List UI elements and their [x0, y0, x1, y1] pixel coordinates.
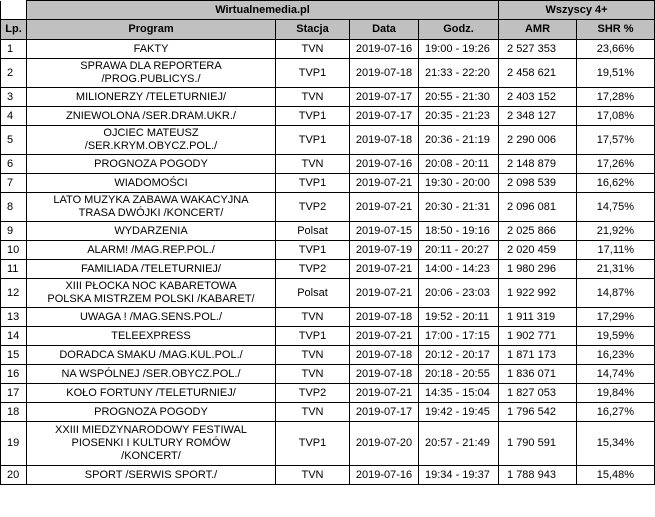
cell-data: 2019-07-17: [350, 88, 419, 107]
cell-godz: 17:00 - 17:15: [419, 327, 499, 346]
cell-data: 2019-07-21: [350, 327, 419, 346]
cell-amr: 1 790 591: [499, 422, 577, 466]
cell-stacja: TVN: [276, 466, 350, 485]
cell-lp: 5: [1, 126, 27, 155]
cell-data: 2019-07-21: [350, 384, 419, 403]
cell-shr: 15,34%: [577, 422, 655, 466]
cell-stacja: TVP2: [276, 193, 350, 222]
table-row: [1, 222, 655, 241]
cell-lp: 4: [1, 107, 27, 126]
cell-amr: 1 980 296: [499, 260, 577, 279]
table-row: [1, 241, 655, 260]
cell-lp: 11: [1, 260, 27, 279]
audience-group-header: Wszyscy 4+: [499, 1, 655, 20]
cell-lp: 20: [1, 466, 27, 485]
cell-amr: 1 922 992: [499, 279, 577, 308]
cell-data: 2019-07-18: [350, 126, 419, 155]
cell-godz: 20:12 - 20:17: [419, 346, 499, 365]
cell-godz: 21:33 - 22:20: [419, 59, 499, 88]
col-header-program: Program: [27, 20, 276, 40]
cell-shr: 17,57%: [577, 126, 655, 155]
cell-program: UWAGA ! /MAG.SENS.POL./: [27, 308, 276, 327]
cell-lp: 2: [1, 59, 27, 88]
cell-program: FAKTY: [27, 40, 276, 59]
cell-amr: 2 148 879: [499, 155, 577, 174]
col-header-data: Data: [350, 20, 419, 40]
col-header-shr: SHR %: [577, 20, 655, 40]
cell-stacja: TVP1: [276, 327, 350, 346]
table-row: [1, 260, 655, 279]
cell-stacja: TVN: [276, 403, 350, 422]
table-row: [1, 422, 655, 466]
cell-lp: 10: [1, 241, 27, 260]
cell-amr: 2 527 353: [499, 40, 577, 59]
cell-godz: 20:57 - 21:49: [419, 422, 499, 466]
cell-amr: 1 836 071: [499, 365, 577, 384]
table-row: [1, 466, 655, 485]
cell-stacja: TVP1: [276, 241, 350, 260]
cell-godz: 18:50 - 19:16: [419, 222, 499, 241]
cell-amr: 2 290 006: [499, 126, 577, 155]
cell-data: 2019-07-16: [350, 40, 419, 59]
col-header-lp: Lp.: [1, 20, 27, 40]
table-row: [1, 88, 655, 107]
cell-lp: 14: [1, 327, 27, 346]
cell-stacja: TVP1: [276, 59, 350, 88]
cell-lp: 15: [1, 346, 27, 365]
cell-data: 2019-07-17: [350, 403, 419, 422]
cell-amr: 2 025 866: [499, 222, 577, 241]
cell-godz: 19:34 - 19:37: [419, 466, 499, 485]
table-row: [1, 346, 655, 365]
cell-program: ALARM! /MAG.REP.POL./: [27, 241, 276, 260]
table-row: [1, 174, 655, 193]
cell-shr: 14,75%: [577, 193, 655, 222]
cell-shr: 14,74%: [577, 365, 655, 384]
table-row: [1, 279, 655, 308]
cell-godz: 20:18 - 20:55: [419, 365, 499, 384]
cell-shr: 21,92%: [577, 222, 655, 241]
header-row-source: [1, 1, 655, 20]
col-header-godz: Godz.: [419, 20, 499, 40]
cell-stacja: Polsat: [276, 279, 350, 308]
cell-lp: 19: [1, 422, 27, 466]
cell-amr: 1 796 542: [499, 403, 577, 422]
cell-godz: 19:00 - 19:26: [419, 40, 499, 59]
cell-data: 2019-07-18: [350, 308, 419, 327]
cell-program: DORADCA SMAKU /MAG.KUL.POL./: [27, 346, 276, 365]
cell-shr: 17,26%: [577, 155, 655, 174]
table-row: [1, 59, 655, 88]
cell-shr: 14,87%: [577, 279, 655, 308]
table-row: [1, 193, 655, 222]
cell-stacja: Polsat: [276, 222, 350, 241]
cell-data: 2019-07-18: [350, 365, 419, 384]
cell-data: 2019-07-21: [350, 260, 419, 279]
col-header-stacja: Stacja: [276, 20, 350, 40]
cell-program: LATO MUZYKA ZABAWA WAKACYJNA TRASA DWÓJKI /KONCERT/: [27, 193, 276, 222]
cell-amr: 1 902 771: [499, 327, 577, 346]
table-row: [1, 107, 655, 126]
cell-data: 2019-07-21: [350, 279, 419, 308]
cell-stacja: TVP1: [276, 174, 350, 193]
cell-stacja: TVN: [276, 346, 350, 365]
cell-lp: 1: [1, 40, 27, 59]
cell-program: KOŁO FORTUNY /TELETURNIEJ/: [27, 384, 276, 403]
cell-program: PROGNOZA POGODY: [27, 403, 276, 422]
table-row: [1, 403, 655, 422]
cell-stacja: TVN: [276, 40, 350, 59]
source-header: Wirtualnemedia.pl: [27, 1, 499, 20]
cell-shr: 17,29%: [577, 308, 655, 327]
cell-data: 2019-07-16: [350, 155, 419, 174]
cell-program: SPORT /SERWIS SPORT./: [27, 466, 276, 485]
cell-program: TELEEXPRESS: [27, 327, 276, 346]
cell-godz: 20:06 - 23:03: [419, 279, 499, 308]
cell-program: ZNIEWOLONA /SER.DRAM.UKR./: [27, 107, 276, 126]
cell-godz: 14:00 - 14:23: [419, 260, 499, 279]
cell-data: 2019-07-16: [350, 466, 419, 485]
table-row: [1, 327, 655, 346]
cell-program: NA WSPÓLNEJ /SER.OBYCZ.POL./: [27, 365, 276, 384]
cell-godz: 20:55 - 21:30: [419, 88, 499, 107]
cell-shr: 17,28%: [577, 88, 655, 107]
cell-amr: 2 348 127: [499, 107, 577, 126]
cell-program: XIII PŁOCKA NOC KABARETOWA POLSKA MISTRZEM POLSKI /KABARET/: [27, 279, 276, 308]
cell-shr: 15,48%: [577, 466, 655, 485]
cell-shr: 16,27%: [577, 403, 655, 422]
col-header-amr: AMR: [499, 20, 577, 40]
cell-amr: 2 458 621: [499, 59, 577, 88]
cell-amr: 2 020 459: [499, 241, 577, 260]
cell-amr: 1 788 943: [499, 466, 577, 485]
cell-lp: 3: [1, 88, 27, 107]
cell-program: PROGNOZA POGODY: [27, 155, 276, 174]
cell-stacja: TVP1: [276, 126, 350, 155]
cell-amr: 2 403 152: [499, 88, 577, 107]
cell-amr: 2 098 539: [499, 174, 577, 193]
cell-lp: 8: [1, 193, 27, 222]
cell-data: 2019-07-20: [350, 422, 419, 466]
cell-program: SPRAWA DLA REPORTERA /PROG.PUBLICYS./: [27, 59, 276, 88]
cell-shr: 19,84%: [577, 384, 655, 403]
cell-shr: 16,62%: [577, 174, 655, 193]
cell-stacja: TVN: [276, 155, 350, 174]
cell-stacja: TVP1: [276, 107, 350, 126]
cell-stacja: TVN: [276, 88, 350, 107]
cell-lp: 6: [1, 155, 27, 174]
table-row: [1, 126, 655, 155]
table-row: [1, 40, 655, 59]
cell-shr: 19,51%: [577, 59, 655, 88]
cell-stacja: TVN: [276, 308, 350, 327]
cell-godz: 20:11 - 20:27: [419, 241, 499, 260]
cell-lp: 9: [1, 222, 27, 241]
cell-stacja: TVN: [276, 365, 350, 384]
cell-shr: 17,11%: [577, 241, 655, 260]
cell-lp: 13: [1, 308, 27, 327]
table-row: [1, 365, 655, 384]
cell-amr: 1 827 053: [499, 384, 577, 403]
cell-stacja: TVP2: [276, 384, 350, 403]
cell-program: FAMILIADA /TELETURNIEJ/: [27, 260, 276, 279]
cell-lp: 16: [1, 365, 27, 384]
cell-data: 2019-07-21: [350, 174, 419, 193]
cell-program: XXIII MIEDZYNARODOWY FESTIWAL PIOSENKI I KULTURY ROMÓW /KONCERT/: [27, 422, 276, 466]
header-spacer: [1, 1, 27, 20]
table-row: [1, 155, 655, 174]
cell-godz: 20:36 - 21:19: [419, 126, 499, 155]
cell-program: WIADOMOŚCI: [27, 174, 276, 193]
cell-lp: 18: [1, 403, 27, 422]
cell-godz: 19:30 - 20:00: [419, 174, 499, 193]
cell-data: 2019-07-18: [350, 59, 419, 88]
table-body: [1, 40, 655, 485]
cell-shr: 17,08%: [577, 107, 655, 126]
cell-amr: 1 911 319: [499, 308, 577, 327]
cell-lp: 7: [1, 174, 27, 193]
cell-shr: 16,23%: [577, 346, 655, 365]
cell-godz: 20:08 - 20:11: [419, 155, 499, 174]
cell-godz: 14:35 - 15:04: [419, 384, 499, 403]
cell-godz: 19:42 - 19:45: [419, 403, 499, 422]
cell-data: 2019-07-21: [350, 193, 419, 222]
cell-shr: 21,31%: [577, 260, 655, 279]
cell-data: 2019-07-19: [350, 241, 419, 260]
cell-lp: 12: [1, 279, 27, 308]
cell-program: WYDARZENIA: [27, 222, 276, 241]
cell-stacja: TVP2: [276, 260, 350, 279]
cell-data: 2019-07-18: [350, 346, 419, 365]
cell-data: 2019-07-17: [350, 107, 419, 126]
cell-program: OJCIEC MATEUSZ /SER.KRYM.OBYCZ.POL./: [27, 126, 276, 155]
table-row: [1, 308, 655, 327]
cell-godz: 20:30 - 21:31: [419, 193, 499, 222]
cell-data: 2019-07-15: [350, 222, 419, 241]
cell-lp: 17: [1, 384, 27, 403]
cell-shr: 23,66%: [577, 40, 655, 59]
cell-godz: 19:52 - 20:11: [419, 308, 499, 327]
cell-godz: 20:35 - 21:23: [419, 107, 499, 126]
table-row: [1, 384, 655, 403]
cell-amr: 2 096 081: [499, 193, 577, 222]
column-header-row: [1, 20, 655, 40]
cell-shr: 19,59%: [577, 327, 655, 346]
cell-amr: 1 871 173: [499, 346, 577, 365]
cell-stacja: TVP1: [276, 422, 350, 466]
cell-program: MILIONERZY /TELETURNIEJ/: [27, 88, 276, 107]
